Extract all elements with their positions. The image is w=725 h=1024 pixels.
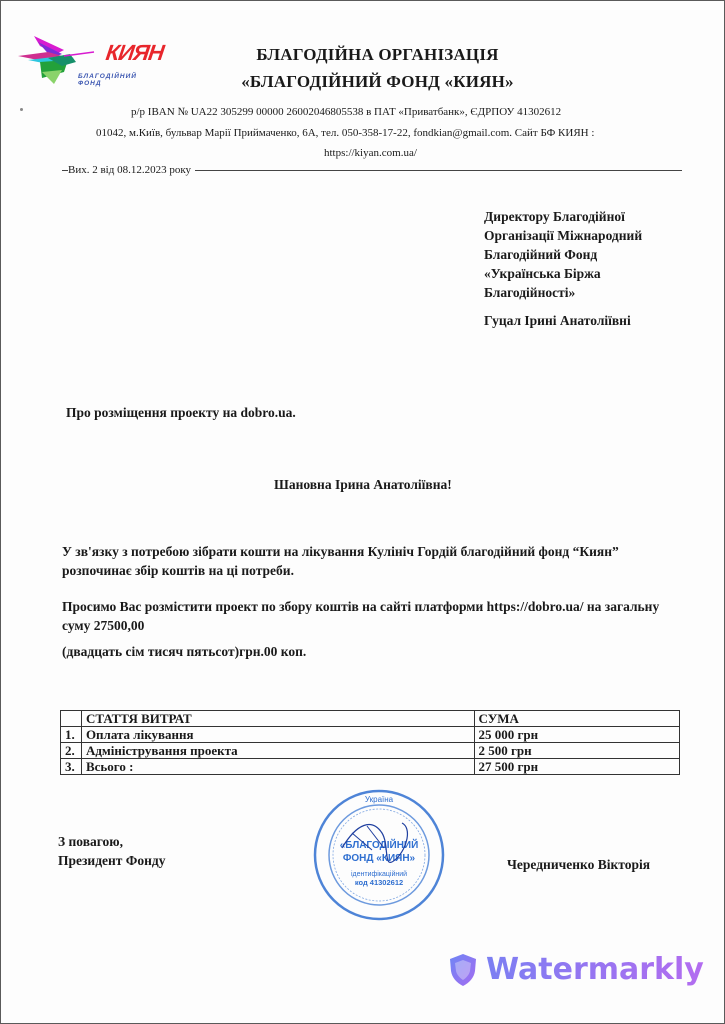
- website-link[interactable]: https://kiyan.com.ua/: [324, 147, 417, 159]
- logo-name: КИЯН: [104, 40, 166, 65]
- paragraph-purpose: У зв'язку з потребою зібрати кошти на лікування Кулініч Гордій благодійний фонд “Киян” розпочинає збір коштів на ці потреби.: [62, 544, 619, 578]
- table-row: [61, 727, 680, 743]
- paragraph-amount-words: (двадцать сім тисяч пятьсот)грн.00 коп.: [62, 644, 307, 659]
- row-item: Всього :: [81, 759, 474, 775]
- org-title-line1: БЛАГОДІЙНА ОРГАНІЗАЦІЯ: [256, 45, 499, 64]
- org-title-line2: «БЛАГОДІЙНИЙ ФОНД «КИЯН»: [241, 72, 514, 91]
- letter-subject: Про розміщення проекту на dobro.ua.: [66, 405, 296, 420]
- official-stamp: [312, 788, 446, 922]
- svg-text:ідентифікаційний: ідентифікаційний: [350, 871, 408, 878]
- shield-icon: [448, 953, 478, 987]
- addressee-line: Директору Благодійної: [484, 209, 625, 224]
- addressee-line: «Українська Біржа: [484, 266, 601, 281]
- svg-text:код 41302612: код 41302612: [354, 878, 404, 887]
- row-sum: 2 500 грн: [474, 743, 679, 759]
- addressee-name: Гуцал Ірині Анатоліївні: [484, 313, 631, 328]
- addressee-line: Організації Міжнародний: [484, 228, 643, 243]
- table-row-total: [61, 759, 680, 775]
- salutation: Шановна Ірина Анатоліївна!: [274, 477, 452, 492]
- addressee-block: [484, 207, 642, 302]
- svg-text:«БЛАГОДІЙНИЙ: «БЛАГОДІЙНИЙ: [339, 840, 419, 851]
- logo-subtitle: БЛАГОДІЙНИЙ ФОНД: [78, 73, 137, 87]
- closing-regards: З повагою,: [58, 834, 123, 849]
- header-num: [61, 711, 82, 727]
- outgoing-reference: Вих. 2 від 08.12.2023 року: [68, 164, 195, 176]
- svg-text:ФОНД «КИЯН»: ФОНД «КИЯН»: [342, 853, 416, 864]
- closing-block: [58, 832, 166, 870]
- costs-table: [60, 710, 680, 775]
- closing-position: Президент Фонду: [58, 853, 166, 868]
- table-header-row: [61, 711, 680, 727]
- watermarkly-watermark: [448, 952, 704, 987]
- row-item: Оплата лікування: [81, 727, 474, 743]
- header-sum: СУМА: [474, 711, 679, 727]
- watermark-text: Watermarkly: [486, 952, 704, 987]
- addressee-line: Благодійний Фонд: [484, 247, 598, 262]
- stamp-seal-icon: [312, 788, 446, 922]
- row-num: 3.: [61, 759, 82, 775]
- paragraph-request: Просимо Вас розмістити проект по збору коштів на сайті платформи https://dobro.ua/ на загальну суму 27500,00: [62, 599, 660, 633]
- row-num: 2.: [61, 743, 82, 759]
- scan-speck: [20, 108, 23, 111]
- row-sum: 25 000 грн: [474, 727, 679, 743]
- addressee-line: Благодійності»: [484, 285, 576, 300]
- header-item: СТАТТЯ ВИТРАТ: [81, 711, 474, 727]
- svg-text:Україна: Україна: [364, 795, 394, 804]
- address-contacts: 01042, м.Київ, бульвар Марії Приймаченко, 6А, тел. 050-358-17-22, fondkian@gmail.com. Сайт БФ КИЯН :: [96, 127, 595, 139]
- signer-name: Чередниченко Вікторія: [507, 857, 651, 872]
- row-item: Адміністрування проекта: [81, 743, 474, 759]
- bank-requisites: р/р IBAN № UA22 305299 00000 26002046805538 в ПАТ «Приватбанк», ЄДРПОУ 41302612: [131, 106, 562, 118]
- table-row: [61, 743, 680, 759]
- row-num: 1.: [61, 727, 82, 743]
- row-sum: 27 500 грн: [474, 759, 679, 775]
